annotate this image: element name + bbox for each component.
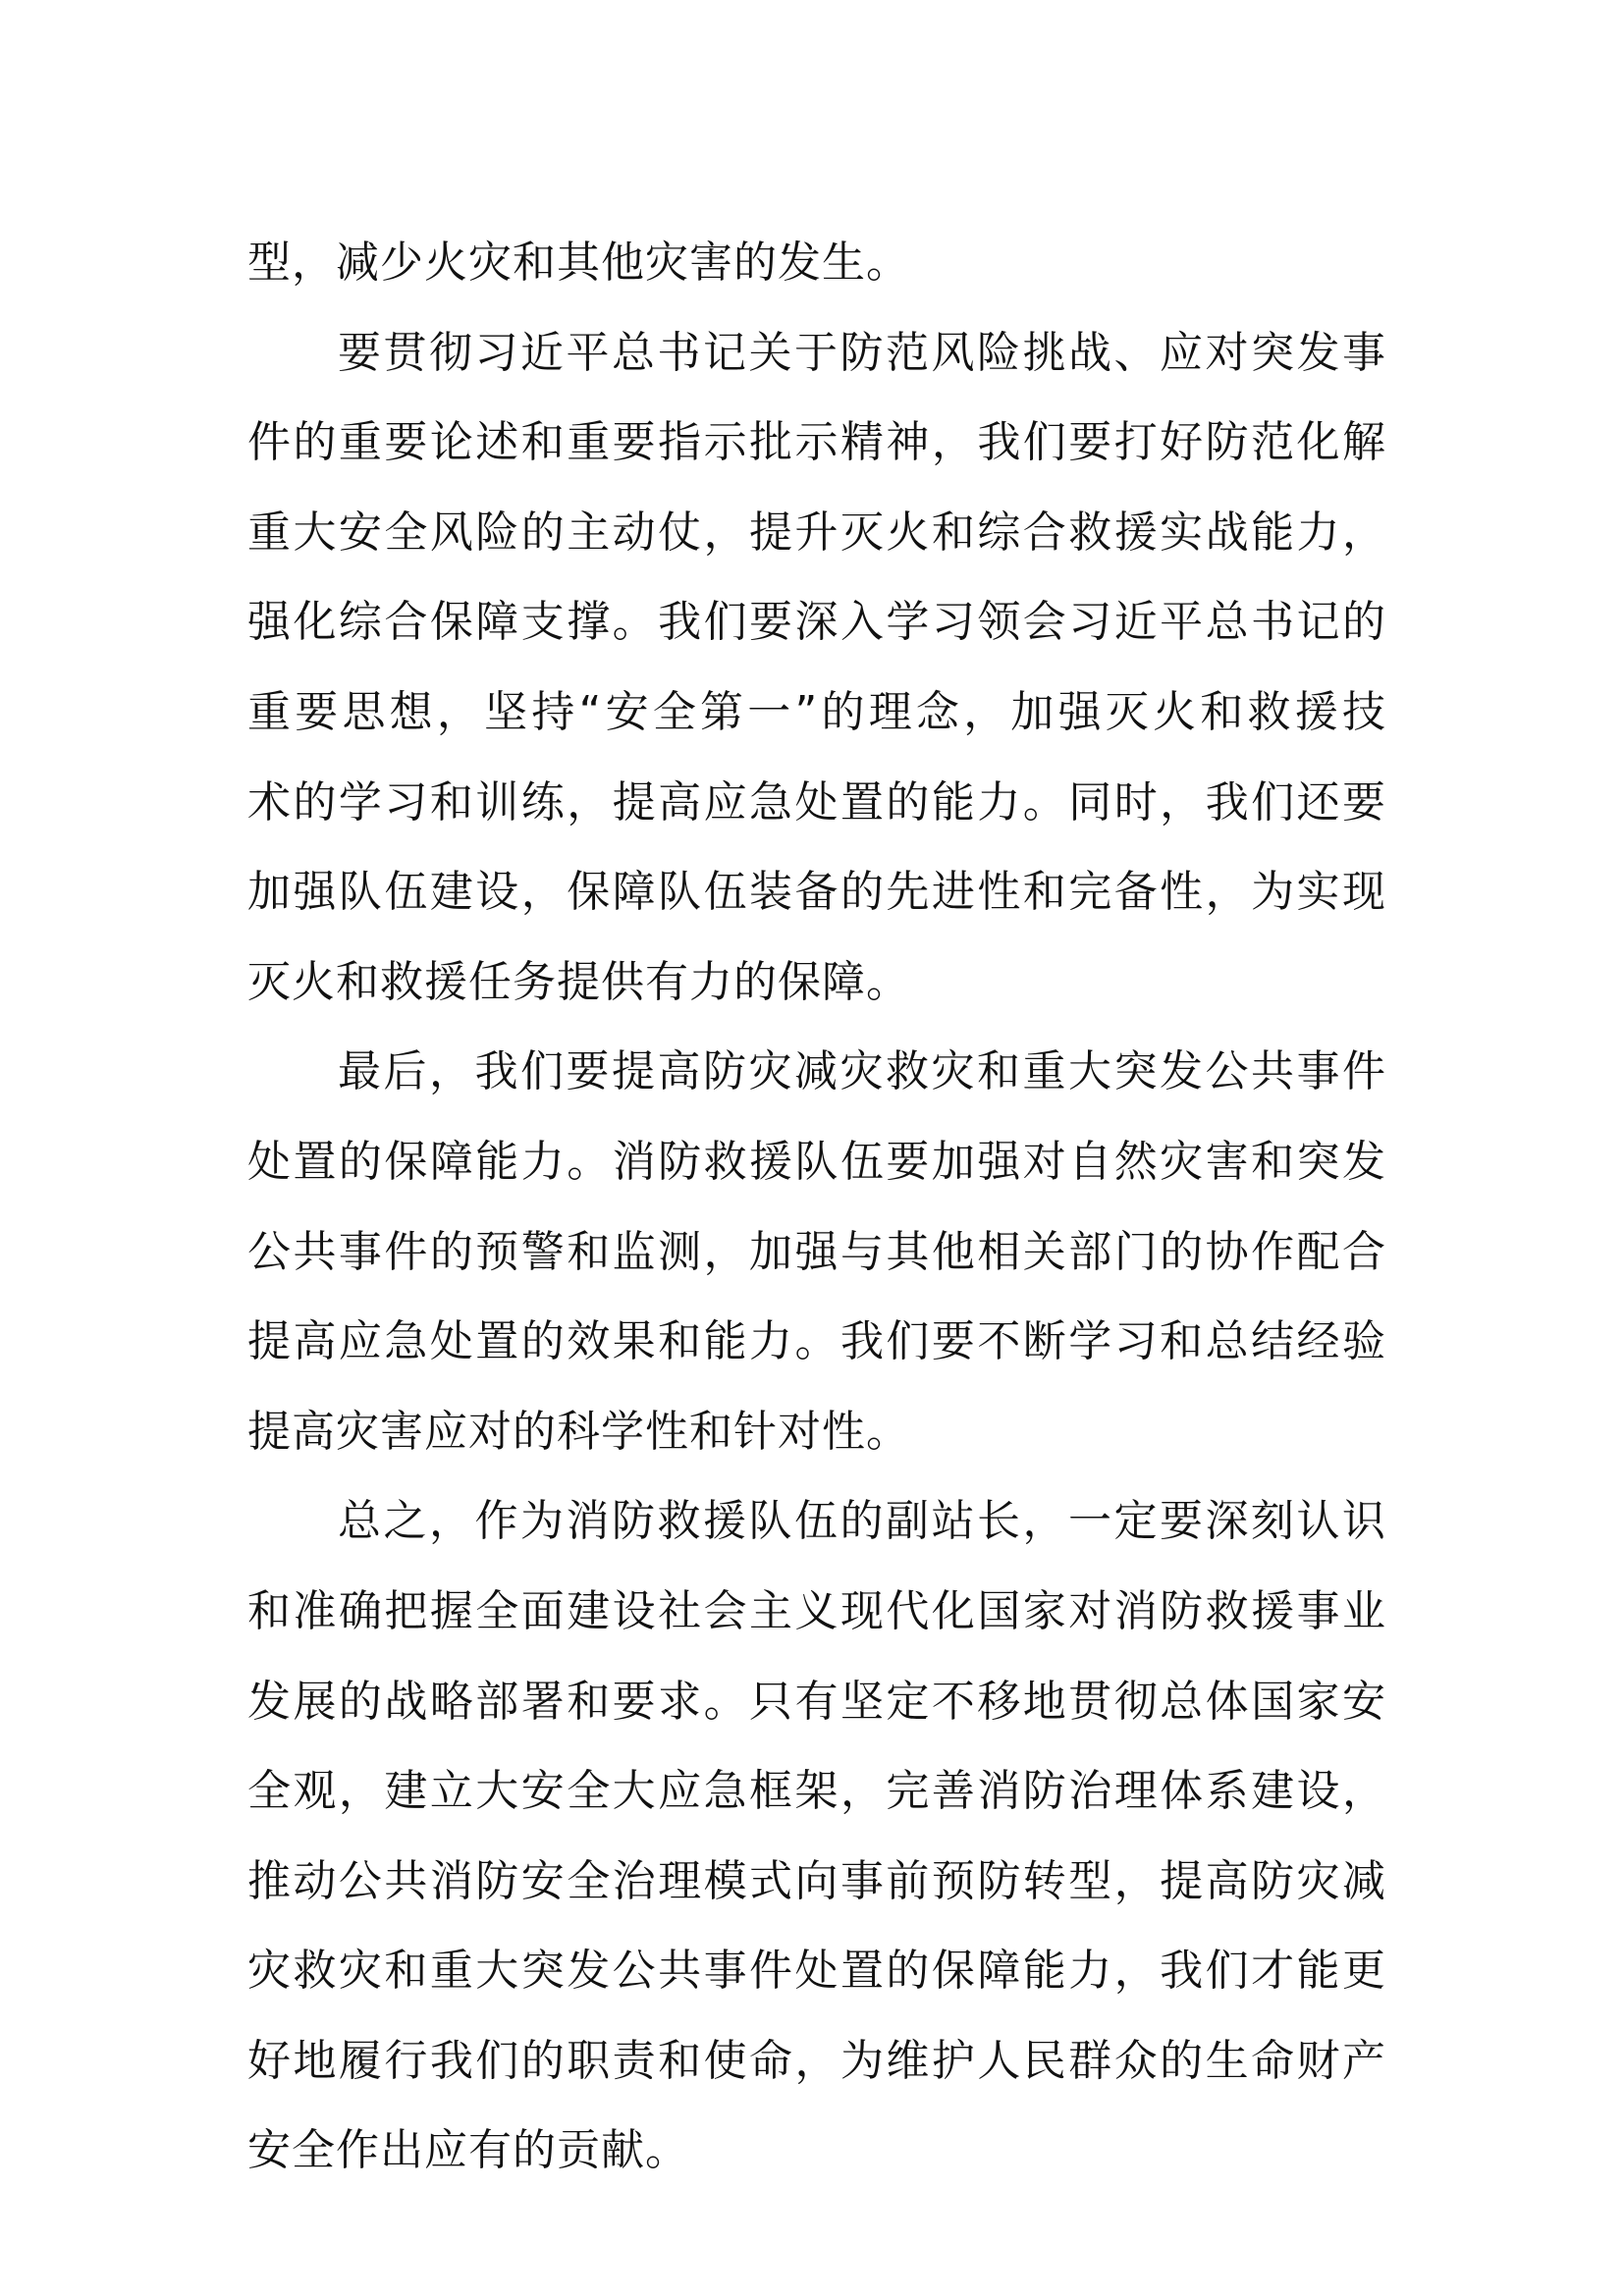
text-line: 全观，建立大安全大应急框架，完善消防治理体系建设， — [247, 1766, 1386, 1817]
text-line: 安全作出应有的贡献。 — [247, 2125, 689, 2176]
text-line: 重要思想，坚持“安全第一”的理念，加强灭火和救援技 — [247, 686, 1386, 737]
text-line: 好地履行我们的职责和使命，为维护人民群众的生命财产 — [247, 2035, 1386, 2086]
text-line: 术的学习和训练，提高应急处置的能力。同时，我们还要 — [247, 776, 1386, 828]
text-line: 型，减少火灾和其他灾害的发生。 — [247, 238, 910, 288]
text-line: 重大安全风险的主动仗，提升灭火和综合救援实战能力， — [247, 507, 1386, 558]
text-line: 件的重要论述和重要指示批示精神，我们要打好防范化解 — [247, 417, 1386, 468]
text-line: 强化综合保障支撑。我们要深入学习领会习近平总书记的 — [247, 597, 1386, 648]
document-body — [247, 218, 1386, 2196]
text-line: 灾救灾和重大突发公共事件处置的保障能力，我们才能更 — [247, 1946, 1386, 1997]
text-line: 提高灾害应对的科学性和针对性。 — [247, 1406, 910, 1457]
text-line: 和准确把握全面建设社会主义现代化国家对消防救援事业 — [247, 1585, 1386, 1636]
paragraph-first-line: 要贯彻习近平总书记关于防范风险挑战、应对突发事 — [338, 327, 1386, 378]
text-line: 处置的保障能力。消防救援队伍要加强对自然灾害和突发 — [247, 1136, 1386, 1187]
paragraph-first-line: 总之，作为消防救援队伍的副站长，一定要深刻认识 — [338, 1496, 1386, 1547]
paragraph-first-line: 最后，我们要提高防灾减灾救灾和重大突发公共事件 — [338, 1046, 1386, 1097]
text-line: 加强队伍建设，保障队伍装备的先进性和完备性，为实现 — [247, 867, 1386, 918]
text-line: 提高应急处置的效果和能力。我们要不断学习和总结经验 — [247, 1316, 1386, 1367]
text-line: 推动公共消防安全治理模式向事前预防转型，提高防灾减 — [247, 1855, 1386, 1906]
text-line: 公共事件的预警和监测，加强与其他相关部门的协作配合 — [247, 1226, 1386, 1277]
text-line: 发展的战略部署和要求。只有坚定不移地贯彻总体国家安 — [247, 1676, 1386, 1727]
text-line: 灭火和救援任务提供有力的保障。 — [247, 956, 910, 1007]
